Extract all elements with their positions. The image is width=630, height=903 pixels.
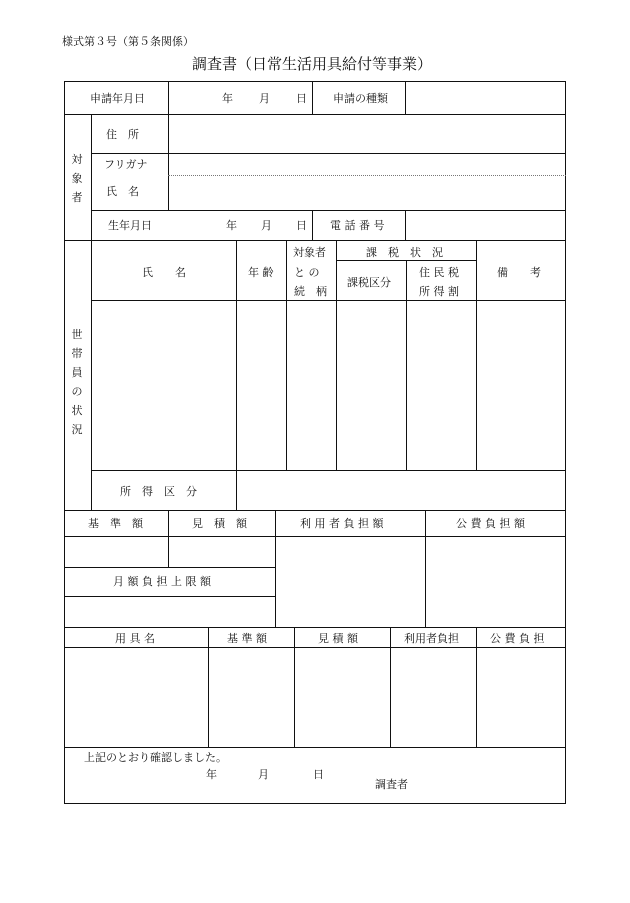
remarks-header: 備 考 xyxy=(497,266,541,279)
user-burden-amount-field[interactable] xyxy=(276,537,424,626)
investigator-label: 調査者 xyxy=(375,778,408,791)
estimate-amount-label: 見 積 額 xyxy=(192,517,247,530)
confirmation-year-label: 年 xyxy=(206,768,217,781)
divider xyxy=(64,510,566,511)
item-standard-field[interactable] xyxy=(209,648,293,746)
household-tax-class-field[interactable] xyxy=(337,301,405,469)
application-year-label: 年 xyxy=(222,92,233,105)
divider xyxy=(168,81,169,114)
application-type-label: 申請の種類 xyxy=(333,92,388,105)
divider xyxy=(312,81,313,114)
household-group-label: 世帯員の状況 xyxy=(71,328,83,436)
divider xyxy=(64,240,566,241)
furigana-field[interactable] xyxy=(169,154,565,174)
name-label: 氏 名 xyxy=(106,185,139,198)
item-estimate-header: 見 積 額 xyxy=(318,632,358,645)
item-estimate-field[interactable] xyxy=(295,648,389,746)
standard-amount-label: 基 準 額 xyxy=(88,517,143,530)
relation-header: 対象者 xyxy=(293,246,326,259)
confirmation-month-label: 月 xyxy=(258,768,269,781)
item-standard-header: 基 準 額 xyxy=(227,632,267,645)
public-burden-amount-field[interactable] xyxy=(426,537,565,626)
item-public-burden-header: 公 費 負 担 xyxy=(490,632,545,645)
estimate-amount-field[interactable] xyxy=(169,537,274,566)
tax-class-header: 課税区分 xyxy=(347,276,391,289)
household-resident-tax-field[interactable] xyxy=(407,301,475,469)
equipment-name-field[interactable] xyxy=(65,648,207,746)
application-type-field[interactable] xyxy=(406,82,564,113)
furigana-label: フリガナ xyxy=(104,158,148,171)
household-name-field[interactable] xyxy=(92,301,235,469)
item-user-burden-header: 利用者負担 xyxy=(404,632,459,645)
address-label: 住 所 xyxy=(106,128,139,141)
divider xyxy=(64,747,566,748)
household-age-field[interactable] xyxy=(237,301,285,469)
income-class-field[interactable] xyxy=(237,471,565,509)
application-date-label: 申請年月日 xyxy=(90,92,145,105)
divider xyxy=(91,114,92,240)
public-burden-amount-label: 公 費 負 担 額 xyxy=(456,517,525,530)
household-age-header: 年 齢 xyxy=(248,266,274,279)
tax-status-header: 課 税 状 況 xyxy=(366,246,443,259)
user-burden-amount-label: 利 用 者 負 担 額 xyxy=(300,517,384,530)
household-relation-field[interactable] xyxy=(287,301,335,469)
phone-field[interactable] xyxy=(406,211,564,239)
income-class-label: 所 得 区 分 xyxy=(120,485,197,498)
phone-label: 電 話 番 号 xyxy=(330,219,385,232)
divider xyxy=(64,627,566,628)
page-title: 調査書（日常生活用具給付等事業） xyxy=(192,55,433,73)
name-field[interactable] xyxy=(169,176,565,209)
monthly-cap-label: 月 額 負 担 上 限 額 xyxy=(113,575,211,588)
relation-header: 続 柄 xyxy=(294,285,327,298)
divider xyxy=(312,210,313,240)
birth-year-label: 年 xyxy=(226,219,237,232)
form-number: 様式第３号（第５条関係） xyxy=(62,35,194,48)
household-name-header: 氏 名 xyxy=(142,266,186,279)
relation-header: と の xyxy=(294,266,320,279)
equipment-name-header: 用 具 名 xyxy=(115,632,155,645)
divider xyxy=(64,567,275,568)
standard-amount-field[interactable] xyxy=(65,537,167,566)
item-public-burden-field[interactable] xyxy=(477,648,565,746)
household-remarks-field[interactable] xyxy=(477,301,565,469)
divider xyxy=(336,260,476,261)
address-field[interactable] xyxy=(169,115,565,152)
application-month-label: 月 xyxy=(259,92,270,105)
birth-day-label: 日 xyxy=(296,219,307,232)
application-day-label: 日 xyxy=(296,92,307,105)
monthly-cap-field[interactable] xyxy=(65,597,274,626)
subject-group-label: 対象者 xyxy=(71,153,83,204)
resident-tax-header: 所 得 割 xyxy=(419,285,459,298)
confirmation-statement: 上記のとおり確認しました。 xyxy=(84,751,227,764)
birth-month-label: 月 xyxy=(261,219,272,232)
birth-date-label: 生年月日 xyxy=(108,219,152,232)
item-user-burden-field[interactable] xyxy=(391,648,475,746)
confirmation-day-label: 日 xyxy=(313,768,324,781)
investigator-field[interactable] xyxy=(412,772,562,796)
resident-tax-header: 住 民 税 xyxy=(419,266,459,279)
